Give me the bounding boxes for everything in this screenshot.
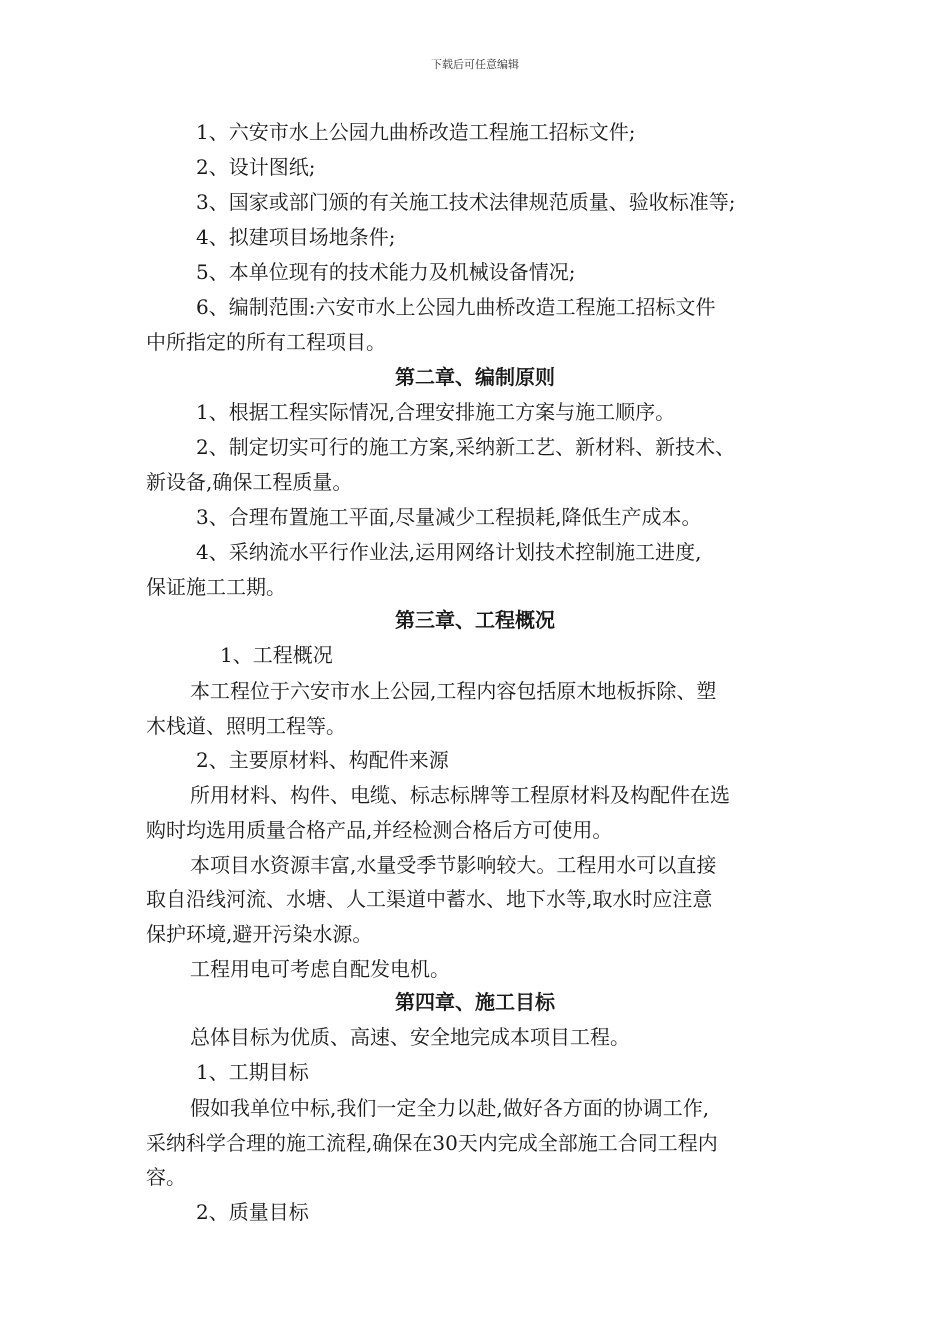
paragraph-line: 采纳科学合理的施工流程,确保在30天内完成全部施工合同工程内	[146, 1131, 718, 1155]
paragraph-line: 1、工程概况	[220, 643, 333, 667]
paragraph-line: 1、工期目标	[196, 1060, 309, 1084]
paragraph-line: 本工程位于六安市水上公园,工程内容包括原木地板拆除、塑	[190, 679, 717, 703]
paragraph-line: 3、国家或部门颁的有关施工技术法律规范质量、验收标准等;	[196, 190, 736, 214]
paragraph-line: 2、主要原材料、构配件来源	[196, 748, 449, 772]
paragraph-line: 2、质量目标	[196, 1200, 309, 1224]
paragraph-line: 购时均选用质量合格产品,并经检测合格后方可使用。	[146, 818, 613, 842]
paragraph-line: 中所指定的所有工程项目。	[146, 330, 386, 354]
paragraph-line: 3、合理布置施工平面,尽量减少工程损耗,降低生产成本。	[196, 505, 702, 529]
paragraph-line: 1、根据工程实际情况,合理安排施工方案与施工顺序。	[196, 400, 676, 424]
paragraph-line: 假如我单位中标,我们一定全力以赴,做好各方面的协调工作,	[190, 1096, 710, 1120]
paragraph-line: 新设备,确保工程质量。	[146, 470, 353, 494]
paragraph-line: 保证施工工期。	[146, 575, 286, 599]
paragraph-line: 5、本单位现有的技术能力及机械设备情况;	[196, 260, 576, 284]
paragraph-line: 工程用电可考虑自配发电机。	[190, 957, 450, 981]
paragraph-line: 6、编制范围:六安市水上公园九曲桥改造工程施工招标文件	[196, 295, 716, 319]
paragraph-line: 总体目标为优质、高速、安全地完成本项目工程。	[190, 1025, 630, 1049]
paragraph-line: 2、设计图纸;	[196, 155, 316, 179]
paragraph-line: 木栈道、照明工程等。	[146, 714, 346, 738]
paragraph-line: 4、采纳流水平行作业法,运用网络计划技术控制施工进度,	[196, 540, 702, 564]
paragraph-line: 1、六安市水上公园九曲桥改造工程施工招标文件;	[196, 120, 636, 144]
paragraph-line: 4、拟建项目场地条件;	[196, 225, 396, 249]
paragraph-line: 保护环境,避开污染水源。	[146, 922, 373, 946]
chapter-heading: 第二章、编制原则	[395, 365, 555, 389]
paragraph-line: 所用材料、构件、电缆、标志标牌等工程原材料及构配件在选	[190, 783, 730, 807]
paragraph-line: 本项目水资源丰富,水量受季节影响较大。工程用水可以直接	[190, 853, 717, 877]
paragraph-line: 容。	[146, 1165, 186, 1189]
chapter-heading: 第四章、施工目标	[395, 990, 555, 1014]
page-header: 下载后可任意编辑	[431, 58, 519, 71]
chapter-heading: 第三章、工程概况	[395, 608, 555, 632]
paragraph-line: 2、制定切实可行的施工方案,采纳新工艺、新材料、新技术、	[196, 435, 736, 459]
paragraph-line: 取自沿线河流、水塘、人工渠道中蓄水、地下水等,取水时应注意	[146, 887, 713, 911]
